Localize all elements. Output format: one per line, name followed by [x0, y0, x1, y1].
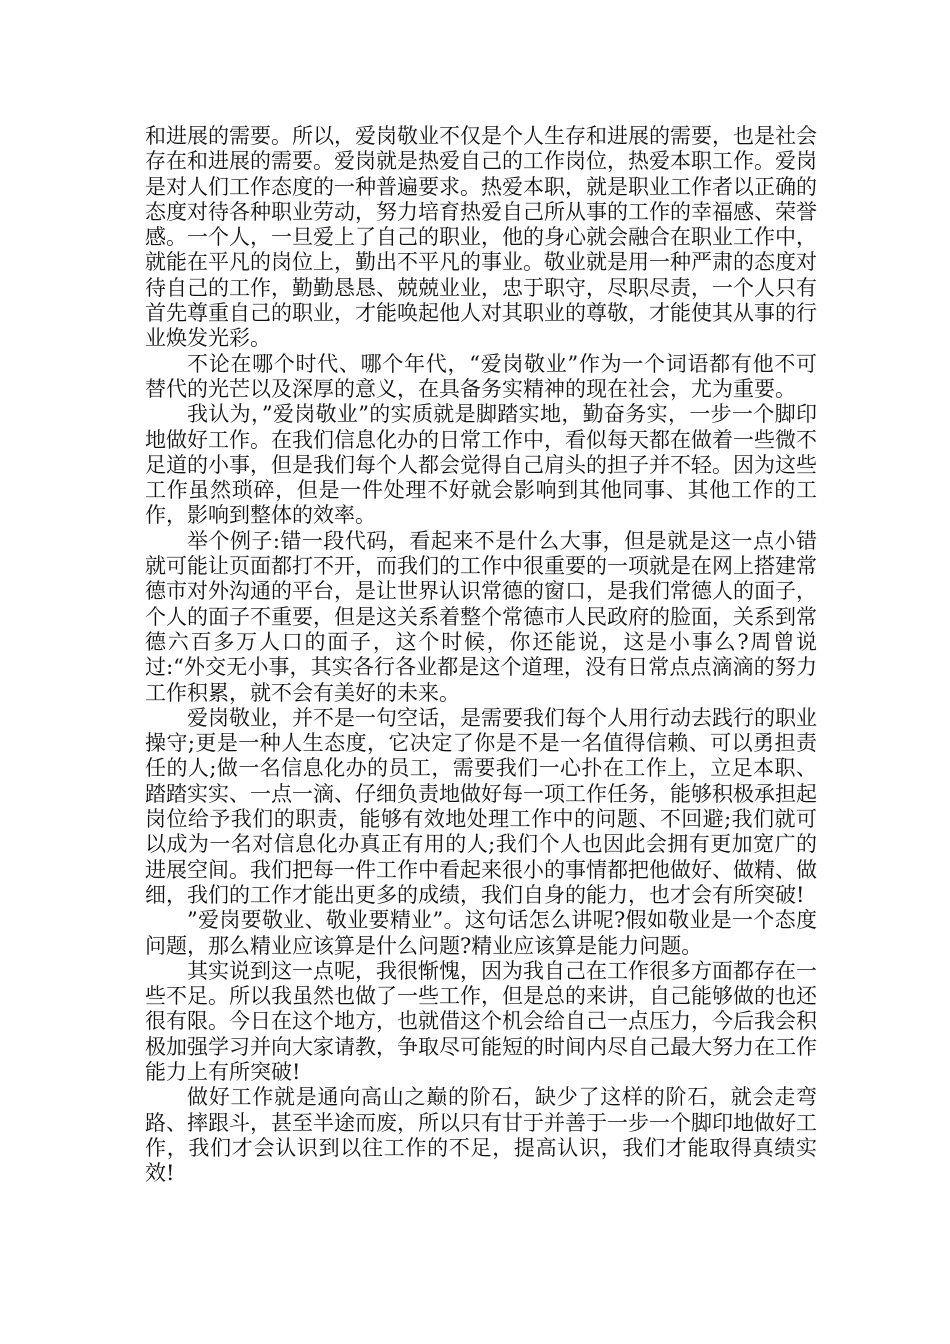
paragraph-4: 举个例子:错一段代码，看起来不是什么大事，但是就是这一点小错就可能让页面都打不开，而我们的工作中很重要的一项就是在网上搭建常德市对外沟通的平台，是让世界认识常德的窗口，是我们常德人的面子，个人的面子不重要，但是这关系着整个常德市人民政府的脸面，关系到常德六百多万人口的面子，这个时候，你还能说，这是小事么?周曾说过:“外交无小事，其实各行各业都是这个道理，没有日常点点滴滴的努力工作积累，就不会有美好的未来。	[145, 528, 817, 705]
paragraph-7: 其实说到这一点呢，我很惭愧，因为我自己在工作很多方面都存在一些不足。所以我虽然也做了一些工作，但是总的来讲，自己能够做的也还很有限。今日在这个地方，也就借这个机会给自己一点压力，今后我会积极加强学习并向大家请教，争取尽可能短的时间内尽自己最大努力在工作能力上有所突破!	[145, 958, 817, 1084]
paragraph-5: 爱岗敬业，并不是一句空话，是需要我们每个人用行动去践行的职业操守;更是一种人生态度，它决定了你是不是一名值得信赖、可以勇担责任的人;做一名信息化办的员工，需要我们一心扑在工作上，立足本职、踏踏实实、一点一滴、仔细负责地做好每一项工作任务，能够积极承担起岗位给予我们的职责，能够有效地处理工作中的问题、不回避;我们就可以成为一名对信息化办真正有用的人;我们个人也因此会拥有更加宽广的进展空间。我们把每一件工作中看起来很小的事情都把他做好、做精、做细，我们的工作才能出更多的成绩，我们自身的能力，也才会有所突破!	[145, 705, 817, 907]
paragraph-6: ”爱岗要敬业、敬业要精业”。这句话怎么讲呢?假如敬业是一个态度问题，那么精业应该算是什么问题?精业应该算是能力问题。	[145, 908, 817, 958]
paragraph-1: 和进展的需要。所以，爱岗敬业不仅是个人生存和进展的需要，也是社会存在和进展的需要。爱岗就是热爱自己的工作岗位，热爱本职工作。爱岗是对人们工作态度的一种普遍要求。热爱本职，就是职业工作者以正确的态度对待各种职业劳动，努力培育热爱自己所从事的工作的幸福感、荣誉感。一个人，一旦爱上了自己的职业，他的身心就会融合在职业工作中，就能在平凡的岗位上，勤出不平凡的事业。敬业就是用一种严肃的态度对待自己的工作，勤勤恳恳、兢兢业业，忠于职守，尽职尽责，一个人只有首先尊重自己的职业，才能唤起他人对其职业的尊敬，才能使其从事的行业焕发光彩。	[145, 124, 817, 351]
paragraph-2: 不论在哪个时代、哪个年代，“爱岗敬业”作为一个词语都有他不可替代的光芒以及深厚的意义，在具备务实精神的现在社会，尤为重要。	[145, 351, 817, 401]
paragraph-3: 我认为，”爱岗敬业”的实质就是脚踏实地，勤奋务实，一步一个脚印地做好工作。在我们信息化办的日常工作中，看似每天都在做着一些微不足道的小事，但是我们每个人都会觉得自己肩头的担子并不轻。因为这些工作虽然琐碎，但是一件处理不好就会影响到其他同事、其他工作的工作，影响到整体的效率。	[145, 402, 817, 528]
paragraph-8: 做好工作就是通向高山之巅的阶石，缺少了这样的阶石，就会走弯路、摔跟斗，甚至半途而废，所以只有甘于并善于一步一个脚印地做好工作，我们才会认识到以往工作的不足，提高认识，我们才能取得真绩实效!	[145, 1085, 817, 1186]
document-body	[145, 124, 817, 1186]
